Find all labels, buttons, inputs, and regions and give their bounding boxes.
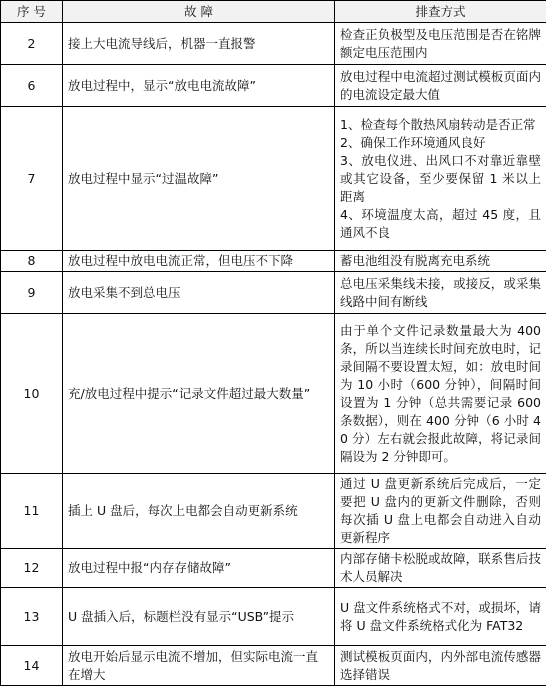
- fault-cell: 放电开始后显示电流不增加，但实际电流一直在增大: [63, 646, 335, 686]
- row-number: 13: [1, 588, 63, 646]
- table-row: [1, 272, 546, 314]
- row-number: 7: [1, 107, 63, 251]
- row-number: 6: [1, 65, 63, 107]
- fault-cell: 放电过程中放电电流正常，但电压不下降: [63, 251, 335, 272]
- row-number: 12: [1, 549, 63, 588]
- header-check-method: 排查方式: [335, 1, 546, 23]
- table-header-row: [1, 1, 546, 23]
- table-row: [1, 549, 546, 588]
- check-item: 3、放电仪进、出风口不对靠近靠壁或其它设备，至少要保留 1 米以上距离: [340, 152, 541, 204]
- check-cell: 测试模板页面内，内外部电流传感器选择错误: [335, 646, 546, 686]
- check-cell: 内部存储卡松脱或故障，联系售后技术人员解决: [335, 549, 546, 588]
- check-cell: 通过 U 盘更新系统后完成后，一定要把 U 盘内的更新文件删除，否则每次插 U 盘上电都会自动进入自动更新程序: [335, 474, 546, 549]
- fault-cell: 充/放电过程中提示“记录文件超过最大数量”: [63, 314, 335, 474]
- header-fault: 故 障: [63, 1, 335, 23]
- check-cell: 放电过程中电流超过测试模板页面内的电流设定最大值: [335, 65, 546, 107]
- check-cell: 检查正负极型及电压范围是否在铭牌额定电压范围内: [335, 23, 546, 65]
- table-row: [1, 588, 546, 646]
- fault-cell: 接上大电流导线后，机器一直报警: [63, 23, 335, 65]
- table-row: [1, 646, 546, 686]
- check-cell: 总电压采集线未接，或接反，或采集线路中间有断线: [335, 272, 546, 314]
- table-row: [1, 474, 546, 549]
- row-number: 10: [1, 314, 63, 474]
- fault-cell: 放电采集不到总电压: [63, 272, 335, 314]
- check-cell: [335, 107, 546, 251]
- check-cell: U 盘文件系统格式不对，或损坏，请将 U 盘文件系统格式化为 FAT32: [335, 588, 546, 646]
- row-number: 8: [1, 251, 63, 272]
- table-row: [1, 107, 546, 251]
- table-row: [1, 23, 546, 65]
- row-number: 14: [1, 646, 63, 686]
- table-row: [1, 314, 546, 474]
- row-number: 2: [1, 23, 63, 65]
- fault-cell: 放电过程中报“内存存储故障”: [63, 549, 335, 588]
- fault-cell: U 盘插入后，标题栏没有显示“USB”提示: [63, 588, 335, 646]
- fault-cell: 放电过程中显示“过温故障”: [63, 107, 335, 251]
- check-cell: 由于单个文件记录数量最大为 400 条，所以当连续长时间充放电时，记录间隔不要设置太短，如：放电时间为 10 小时（600 分钟），间隔时间设置为 1 分钟（总共需要记录 600 条数据），则在 400 分钟（6 小时 40 分）左右就会报此故障，将记录间隔设为 2 分钟即可。: [335, 314, 546, 474]
- row-number: 9: [1, 272, 63, 314]
- check-item: 2、确保工作环境通风良好: [340, 134, 486, 150]
- check-cell: 蓄电池组没有脱离充电系统: [335, 251, 546, 272]
- fault-cell: 放电过程中，显示“放电电流故障”: [63, 65, 335, 107]
- header-number: 序 号: [1, 1, 63, 23]
- fault-cell: 插上 U 盘后，每次上电都会自动更新系统: [63, 474, 335, 549]
- row-number: 11: [1, 474, 63, 549]
- check-item: 4、环境温度太高，超过 45 度，且通风不良: [340, 206, 541, 240]
- table-row: [1, 65, 546, 107]
- check-item: 1、检查每个散热风扇转动是否正常: [340, 116, 536, 132]
- table-row: [1, 251, 546, 272]
